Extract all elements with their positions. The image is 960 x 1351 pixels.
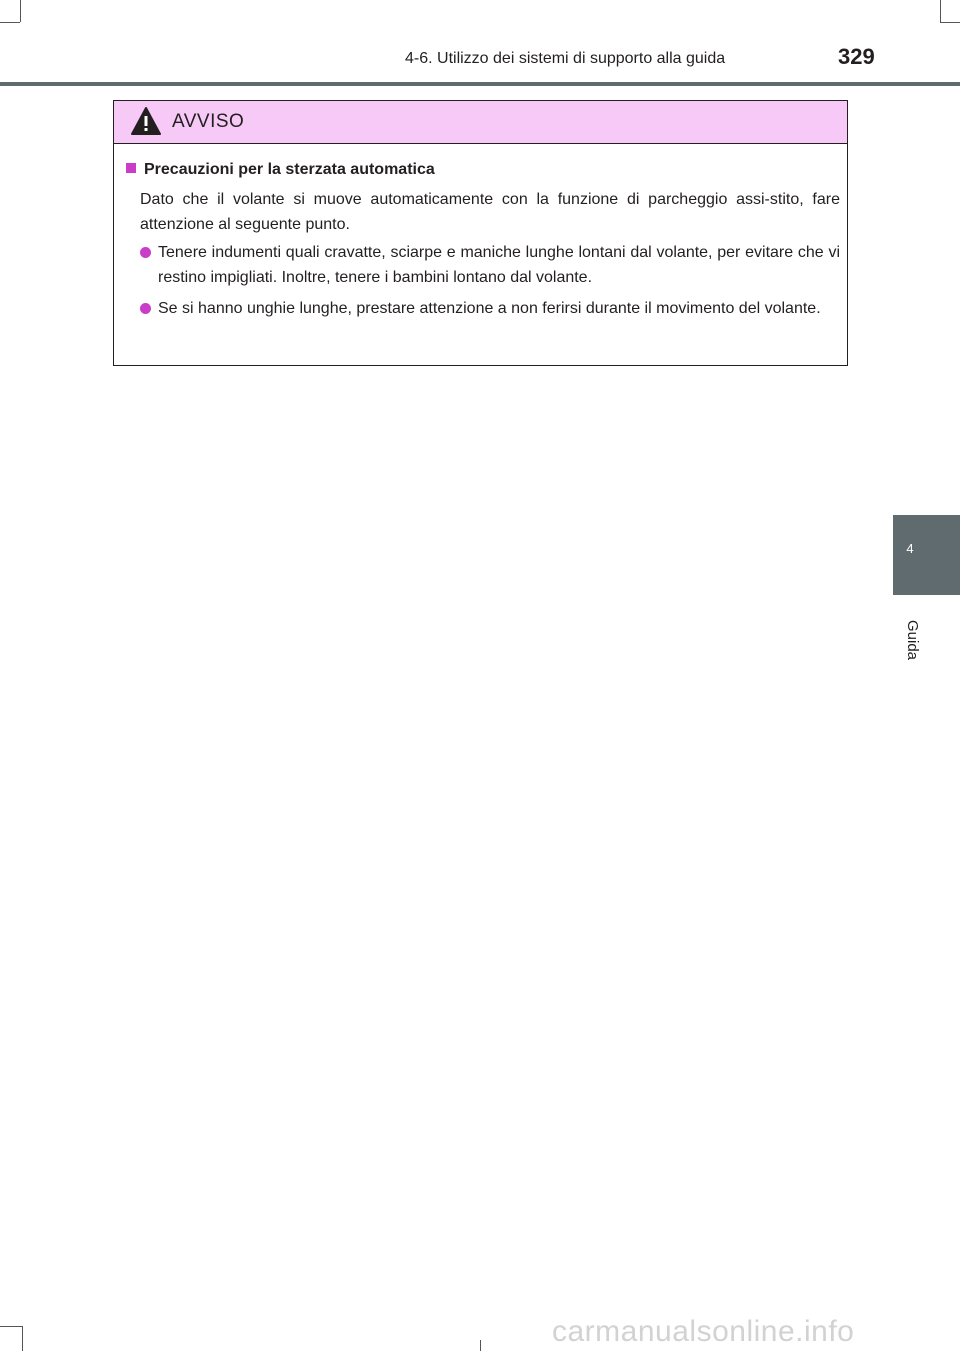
page-number: 329 (838, 44, 875, 69)
crop-mark (480, 1340, 481, 1351)
warning-intro: Dato che il volante si muove automaticamente con la funzione di parcheggio assi-stito, fare attenzione al seguente punto. (140, 191, 840, 233)
crop-mark (0, 1326, 22, 1327)
crop-mark (0, 22, 20, 23)
bullet-text: Se si hanno unghie lunghe, prestare attenzione a non ferirsi durante il movimento del volante. (158, 300, 821, 317)
chapter-label: Guida (904, 619, 921, 661)
crop-mark (20, 0, 21, 22)
warning-box (113, 100, 848, 366)
warning-header (114, 101, 847, 144)
running-header: 4-6. Utilizzo dei sistemi di supporto alla guida (405, 50, 726, 67)
warning-title: AVVISO (172, 111, 245, 132)
warning-triangle-icon (131, 107, 161, 135)
circle-bullet-icon (140, 303, 151, 314)
square-bullet-icon (126, 163, 136, 173)
warning-subheading (126, 161, 435, 179)
crop-mark (22, 1326, 23, 1351)
chapter-number: 4 (906, 541, 914, 556)
list-item (140, 296, 840, 321)
crop-mark (940, 0, 941, 22)
subheading-text: Precauzioni per la sterzata automatica (144, 161, 435, 178)
header-rule (0, 82, 960, 86)
circle-bullet-icon (140, 247, 151, 258)
watermark: carmanualsonline.info (552, 1315, 855, 1348)
bullet-text: Tenere indumenti quali cravatte, sciarpe e maniche lunghe lontani dal volante, per evitare che vi restino impigliati. Inoltre, tenere i bambini lontano dal volante. (158, 244, 840, 286)
list-item (140, 240, 840, 290)
chapter-tab (893, 515, 960, 595)
crop-mark (940, 22, 960, 23)
